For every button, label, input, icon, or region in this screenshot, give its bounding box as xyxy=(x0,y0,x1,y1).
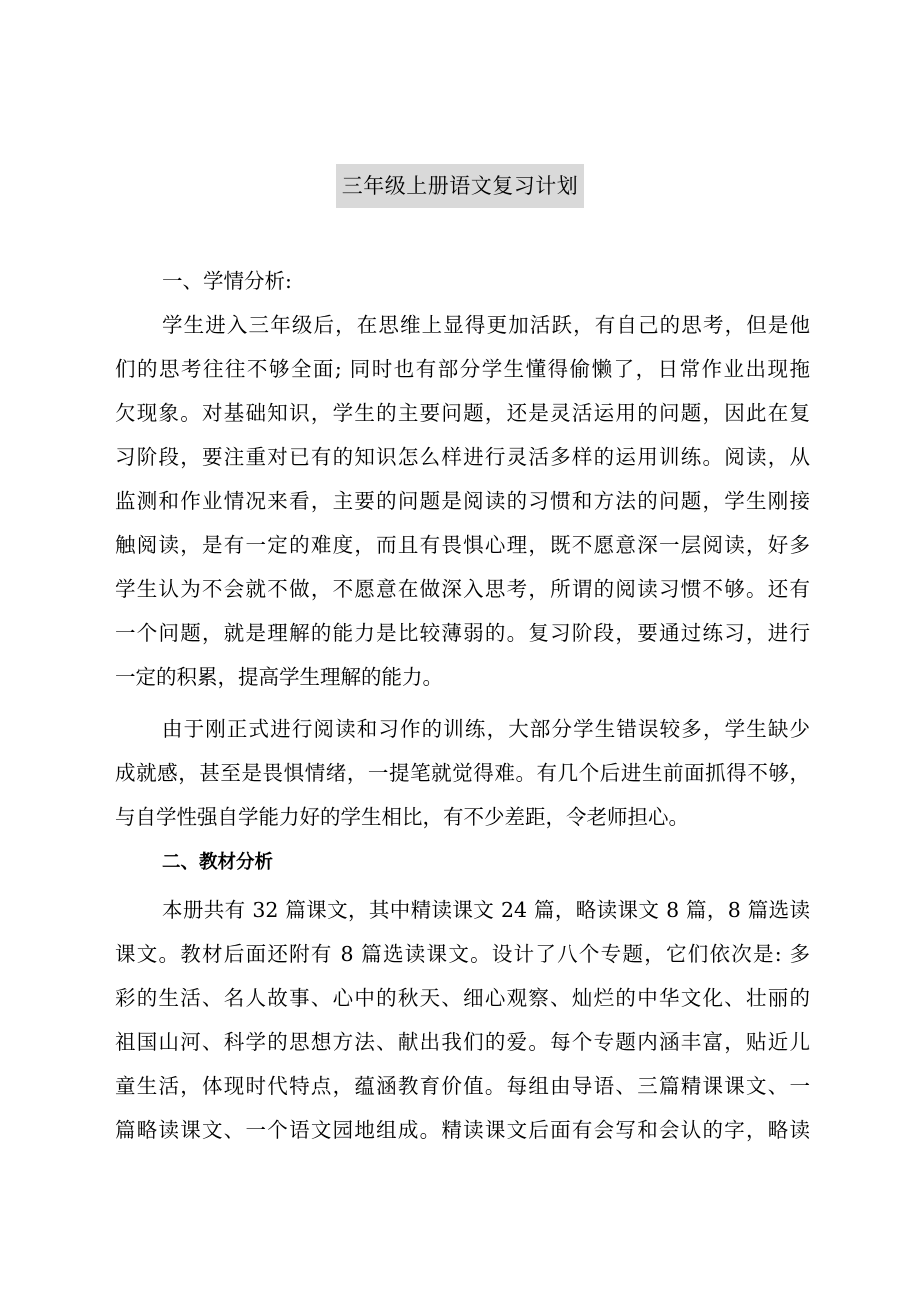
text-line: 们的思考往往不够全面; 同时也有部分学生懂得偷懒了，日常作业出现拖 xyxy=(115,357,810,381)
text-line: 学生认为不会就不做，不愿意在做深入思考，所谓的阅读习惯不够。还有 xyxy=(115,577,810,601)
text-line: 本册共有 32 篇课文，其中精读课文 24 篇，略读课文 8 篇，8 篇选读 xyxy=(162,898,810,922)
text-line: 彩的生活、名人故事、心中的秋天、细心观察、灿烂的中华文化、壮丽的 xyxy=(115,986,810,1010)
text-line: 学生进入三年级后，在思维上显得更加活跃，有自己的思考，但是他 xyxy=(162,313,810,337)
text-line: 监测和作业情况来看，主要的问题是阅读的习惯和方法的问题，学生刚接 xyxy=(115,489,810,513)
text-line: 欠现象。对基础知识，学生的主要问题，还是灵活运用的问题，因此在复 xyxy=(115,401,810,425)
text-line: 由于刚正式进行阅读和习作的训练，大部分学生错误较多，学生缺少 xyxy=(162,717,810,741)
section-heading-textbook-analysis: 二、教材分析 xyxy=(162,852,274,873)
text-line: 一定的积累，提高学生理解的能力。 xyxy=(115,665,443,689)
text-line: 祖国山河、科学的思想方法、献出我们的爱。每个专题内涵丰富，贴近儿 xyxy=(115,1030,810,1054)
text-line: 童生活，体现时代特点，蕴涵教育价值。每组由导语、三篇精课课文、一 xyxy=(115,1074,810,1098)
text-line: 触阅读，是有一定的难度，而且有畏惧心理，既不愿意深一层阅读，好多 xyxy=(115,533,810,557)
text-line: 习阶段，要注重对已有的知识怎么样进行灵活多样的运用训练。阅读，从 xyxy=(115,445,810,469)
section-heading-learning-analysis: 一、学情分析: xyxy=(162,269,292,293)
title-wrap xyxy=(0,164,920,208)
text-line: 与自学性强自学能力好的学生相比，有不少差距，令老师担心。 xyxy=(115,805,689,829)
text-line: 一个问题，就是理解的能力是比较薄弱的。复习阶段，要通过练习，进行 xyxy=(115,621,810,645)
page-title: 三年级上册语文复习计划 xyxy=(336,164,585,208)
text-line: 篇略读课文、一个语文园地组成。精读课文后面有会写和会认的字，略读 xyxy=(115,1118,810,1142)
text-line: 成就感，甚至是畏惧情绪，一提笔就觉得难。有几个后进生前面抓得不够， xyxy=(115,761,810,785)
text-line: 课文。教材后面还附有 8 篇选读课文。设计了八个专题，它们依次是: 多 xyxy=(115,942,810,966)
